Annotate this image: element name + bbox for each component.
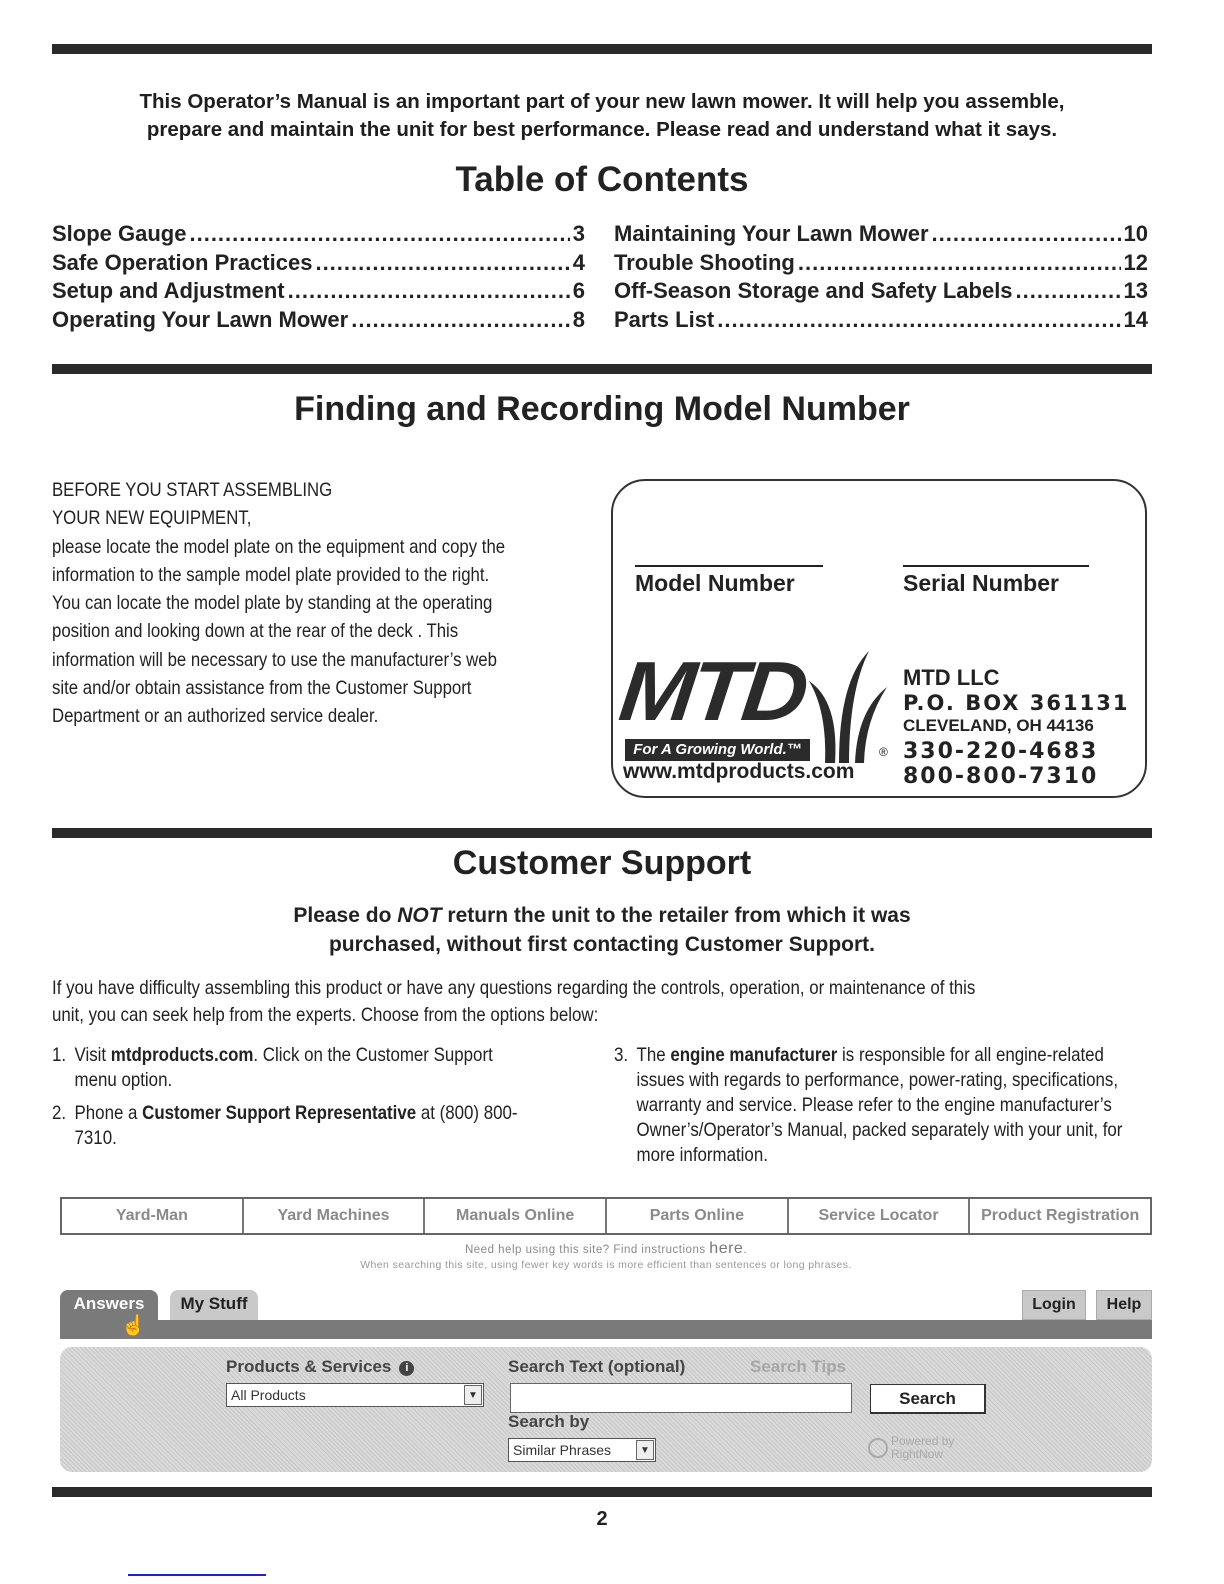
toc-entry-page: 13 xyxy=(1123,278,1148,303)
toc-left-column xyxy=(52,221,585,335)
toc-title: Table of Contents xyxy=(455,160,749,199)
blue-underline xyxy=(128,1574,266,1576)
toc-entry-title: Trouble Shooting xyxy=(614,249,795,275)
intro-text xyxy=(52,88,1152,144)
option-number: 3. xyxy=(614,1044,629,1066)
help-text-body: Need help using this site? Find instructions xyxy=(464,1244,710,1256)
option-text-bold: Customer Support Representative xyxy=(142,1102,417,1124)
option-text-part: Phone a xyxy=(74,1102,143,1124)
toc-entry-page: 4 xyxy=(572,249,585,275)
option-text xyxy=(637,1043,1143,1168)
section-rule xyxy=(52,828,1152,838)
option-text-part: at (800) 800-7310. xyxy=(74,1102,518,1149)
model-number-label: Model Number xyxy=(635,570,795,596)
hand-pointer-icon: ☝ xyxy=(121,1315,146,1337)
tab-bar xyxy=(60,1290,1152,1339)
bottom-rule xyxy=(52,1487,1152,1497)
toc-entry-page: 6 xyxy=(572,278,585,303)
grass-logo-icon xyxy=(809,651,889,763)
finding-line: position and looking down at the rear of the deck . This xyxy=(52,620,459,643)
website-screenshot xyxy=(60,1197,1152,1473)
help-here-link[interactable]: here xyxy=(709,1240,744,1257)
paragraph-line: If you have difficulty assembling this product or have any questions regarding the controls, operation, or maintenance of this xyxy=(52,977,976,999)
mtd-logo: MTD xyxy=(614,644,810,738)
toc-leader xyxy=(932,221,1121,247)
finding-line: please locate the model plate on the equipment and copy the xyxy=(52,535,506,558)
model-number-blank xyxy=(635,565,823,567)
toc-right-column xyxy=(614,221,1148,335)
paragraph-line: unit, you can seek help from the experts. Choose from the options below: xyxy=(52,1004,599,1026)
toc-entry-title: Operating Your Lawn Mower xyxy=(52,306,349,332)
toc-entry-page: 12 xyxy=(1123,249,1148,275)
toc-entry[interactable] xyxy=(52,307,585,336)
login-button[interactable]: Login xyxy=(1022,1290,1086,1320)
products-select-value: All Products xyxy=(231,1387,306,1403)
warning-emphasis: NOT xyxy=(397,904,442,927)
search-input[interactable] xyxy=(510,1383,852,1413)
products-label xyxy=(226,1357,414,1377)
intro-line: This Operator’s Manual is an important part of your new lawn mower. It will help you assemble, xyxy=(139,90,1065,113)
toc-entry[interactable] xyxy=(52,221,585,250)
search-by-value: Similar Phrases xyxy=(513,1442,612,1458)
products-select[interactable] xyxy=(226,1383,484,1407)
tab-answers-label: Answers xyxy=(73,1294,145,1313)
company-name: MTD LLC xyxy=(903,665,1000,690)
finding-line: You can locate the model plate by standing at the operating xyxy=(52,592,493,615)
support-options-left xyxy=(52,1043,537,1159)
toc-entry-title: Setup and Adjustment xyxy=(52,278,285,303)
powered-by-badge xyxy=(868,1435,954,1461)
nav-yard-machines[interactable]: Yard Machines xyxy=(244,1199,426,1233)
chevron-down-icon[interactable]: ▼ xyxy=(636,1440,654,1460)
option-text-part: The xyxy=(636,1044,671,1066)
search-tips-link[interactable]: Search Tips xyxy=(750,1357,847,1376)
search-tip-text: When searching this site, using fewer key words is more efficient than sentences or long phrases. xyxy=(360,1259,852,1271)
nav-parts-online[interactable]: Parts Online xyxy=(607,1199,789,1233)
info-icon[interactable]: i xyxy=(399,1361,414,1376)
tab-my-stuff[interactable]: My Stuff xyxy=(170,1290,258,1320)
tab-bar-strip xyxy=(60,1320,1152,1339)
toc-leader xyxy=(798,250,1121,276)
toc-entry[interactable] xyxy=(614,250,1148,279)
toc-leader xyxy=(1016,278,1121,304)
toc-entry[interactable] xyxy=(614,221,1148,250)
search-text-label: Search Text (optional) xyxy=(508,1357,686,1376)
phone-primary: 330-220-4683 xyxy=(903,739,1099,764)
finding-line: information to the sample model plate provided to the right. xyxy=(52,563,490,586)
customer-support-title: Customer Support xyxy=(452,844,752,882)
registered-mark: ® xyxy=(879,745,888,759)
city-state-zip: CLEVELAND, OH 44136 xyxy=(903,716,1094,735)
powered-by-brand: RightNow xyxy=(891,1447,944,1461)
help-text xyxy=(60,1240,1152,1258)
toc-leader xyxy=(315,250,569,276)
phone-secondary: 800-800-7310 xyxy=(903,764,1099,789)
warning-text: purchased, without first contacting Customer Support. xyxy=(328,933,876,956)
tab-answers[interactable] xyxy=(60,1290,158,1339)
help-text-end: . xyxy=(743,1244,748,1256)
toc-entry-page: 14 xyxy=(1123,306,1148,332)
warning-text: return the unit to the retailer from which it was xyxy=(441,904,911,927)
option-text-part: Visit xyxy=(74,1044,111,1066)
nav-product-registration[interactable]: Product Registration xyxy=(981,1207,1140,1224)
site-nav xyxy=(60,1197,1152,1235)
nav-service-locator[interactable]: Service Locator xyxy=(789,1199,971,1233)
toc-entry[interactable] xyxy=(52,250,585,279)
powered-by-text: Powered by xyxy=(891,1434,955,1448)
model-plate xyxy=(611,479,1147,798)
support-option xyxy=(52,1101,537,1151)
toc-entry-title: Parts List xyxy=(614,306,715,332)
serial-number-blank xyxy=(903,565,1089,567)
logo-tagline: For A Growing World.™ xyxy=(625,739,810,761)
option-text-part: is responsible for all engine-related issues with regards to performance, power-rating, specifications, warranty and service. Please refer to the engine manufacturer’s Owner’s/Operator’s Manual, packed separately with your unit, for more information. xyxy=(636,1044,1123,1166)
nav-yard-man[interactable]: Yard-Man xyxy=(62,1199,244,1233)
option-text-bold: engine manufacturer xyxy=(670,1044,838,1066)
toc-entry-page: 10 xyxy=(1123,221,1148,246)
nav-manuals-online[interactable]: Manuals Online xyxy=(425,1199,607,1233)
serial-number-label: Serial Number xyxy=(903,570,1059,596)
finding-line: YOUR NEW EQUIPMENT, xyxy=(52,507,252,530)
toc-leader xyxy=(189,221,569,247)
mtdproducts-link[interactable]: mtdproducts.com xyxy=(110,1044,254,1066)
intro-line: prepare and maintain the unit for best performance. Please read and understand what it says. xyxy=(146,118,1058,141)
option-text-part: . Click on the Customer Support menu option. xyxy=(74,1044,493,1091)
page-number: 2 xyxy=(596,1508,608,1530)
products-label-text: Products & Services xyxy=(226,1357,392,1376)
warning-text: Please do xyxy=(293,904,398,927)
finding-line: Department or an authorized service dealer. xyxy=(52,705,379,728)
finding-line: BEFORE YOU START ASSEMBLING xyxy=(52,479,333,501)
finding-line: information will be necessary to use the manufacturer’s web xyxy=(52,648,497,671)
top-rule xyxy=(52,44,1152,54)
section-rule xyxy=(52,364,1152,374)
company-address xyxy=(903,667,1129,791)
toc-leader xyxy=(717,307,1120,333)
chevron-down-icon[interactable]: ▼ xyxy=(464,1385,482,1405)
toc-entry-title: Off-Season Storage and Safety Labels xyxy=(614,278,1013,303)
search-by-select[interactable] xyxy=(508,1438,656,1462)
toc-entry[interactable] xyxy=(614,278,1148,307)
option-text xyxy=(75,1043,537,1093)
finding-title: Finding and Recording Model Number xyxy=(294,390,910,428)
support-options-right xyxy=(614,1043,1142,1176)
finding-line: site and/or obtain assistance from the Customer Support xyxy=(52,677,472,700)
support-option xyxy=(52,1043,537,1093)
support-paragraph xyxy=(52,975,1152,1029)
po-box: P.O. BOX 361131 xyxy=(903,691,1130,715)
rightnow-logo-icon xyxy=(868,1438,888,1458)
toc-entry-title: Slope Gauge xyxy=(52,221,187,246)
toc-entry-title: Safe Operation Practices xyxy=(52,249,313,275)
search-by-label: Search by xyxy=(508,1412,590,1431)
option-text xyxy=(75,1101,537,1151)
support-option xyxy=(614,1043,1142,1168)
finding-instructions xyxy=(52,476,585,731)
option-number: 1. xyxy=(52,1044,67,1066)
toc-entry-page: 8 xyxy=(572,306,585,332)
option-number: 2. xyxy=(52,1102,67,1124)
toc-entry-page: 3 xyxy=(572,221,585,246)
toc-entry[interactable] xyxy=(614,307,1148,336)
toc-entry-title: Maintaining Your Lawn Mower xyxy=(614,221,929,246)
toc-entry[interactable] xyxy=(52,278,585,307)
website-url: www.mtdproducts.com xyxy=(623,760,855,783)
toc-leader xyxy=(351,307,570,333)
search-panel xyxy=(60,1347,1152,1472)
toc-leader xyxy=(288,278,570,304)
search-button[interactable]: Search xyxy=(870,1384,986,1414)
help-button[interactable]: Help xyxy=(1096,1290,1152,1320)
support-warning xyxy=(52,901,1152,959)
